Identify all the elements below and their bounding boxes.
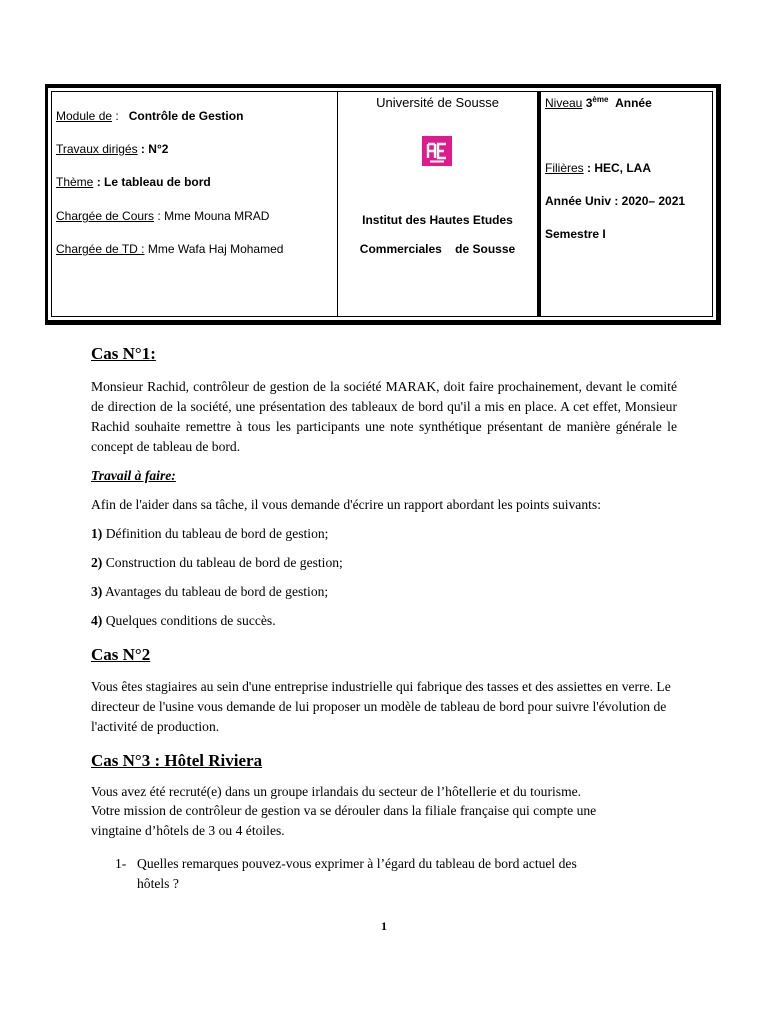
case-3-line-2: Votre mission de contrôleur de gestion va se dérouler dans la filiale française qui compte une: [91, 803, 597, 818]
case-1-title-suffix: :: [150, 344, 156, 363]
list-item: [91, 613, 276, 629]
list-item: [91, 584, 328, 600]
module-line: [56, 109, 243, 123]
td-line: [56, 142, 168, 156]
td-teacher-value: Mme Wafa Haj Mohamed: [147, 242, 284, 256]
theme-sep: :: [93, 175, 101, 189]
course-teacher-sep: :: [154, 209, 161, 223]
list-item-text: Avantages du tableau de bord de gestion;: [102, 584, 329, 599]
level-line: [545, 95, 652, 110]
institute-name-line2: Commerciales de Sousse: [359, 242, 516, 256]
case-2-paragraph: Vous êtes stagiaires au sein d'une entreprise industrielle qui fabrique des tasses et des assiettes en verre. Le directeur de l'usine vous demande de lui proposer un modèle de tableau de bord pour suivre l'évolution de l'activité de production.: [91, 679, 671, 734]
course-info-column: [52, 92, 338, 316]
task-intro: Afin de l'aider dans sa tâche, il vous demande d'écrire un rapport abordant les points suivants:: [91, 497, 601, 512]
case-3-title-text: Cas N°3 : Hôtel Riviera: [91, 751, 263, 770]
td-value: N°2: [148, 142, 169, 156]
theme-value: Le tableau de bord: [104, 175, 211, 189]
question-text: [137, 854, 677, 894]
course-teacher-label: Chargée de Cours: [56, 209, 155, 223]
university-name: Université de Sousse: [376, 95, 499, 110]
list-item-text: Définition du tableau de bord de gestion;: [102, 526, 329, 541]
institution-column: [338, 92, 540, 316]
header-table: [45, 84, 721, 325]
level-value: Année: [615, 96, 652, 110]
filieres-value: : HEC, LAA: [587, 161, 652, 175]
list-item-text: Quelques conditions de succès.: [102, 613, 276, 628]
header-grid: [51, 91, 713, 317]
case-1-title: [91, 344, 156, 364]
list-item-text: Construction du tableau de bord de gestion;: [102, 555, 343, 570]
level-number: 3: [585, 96, 593, 110]
case-3-title: [91, 751, 262, 771]
question-line-1: Quelles remarques pouvez-vous exprimer à l’égard du tableau de bord actuel des: [137, 856, 577, 871]
page-number: 1: [381, 919, 387, 933]
level-info-column: [540, 92, 712, 316]
case-1-paragraph: Monsieur Rachid, contrôleur de gestion de la société MARAK, doit faire prochainement, devant le comité de direction de la société, une présentation des tableaux de bord qu'il a mis en place. A cet effet, Monsieur Rachid souhaite remettre à tous les participants une note synthétique présentant de manière générale le concept de tableau de bord.: [91, 379, 677, 454]
case-1-title-text: Cas N°1: [91, 344, 151, 363]
list-item: [91, 526, 328, 542]
list-item-number: 3): [91, 584, 103, 599]
module-label: Module de: [56, 109, 113, 123]
case-3-line-3: vingtaine d’hôtels de 3 ou 4 étoiles.: [91, 823, 285, 838]
ihec-logo: [422, 136, 452, 166]
list-item: [91, 555, 343, 571]
academic-year: Année Univ : 2020– 2021: [545, 194, 686, 208]
course-teacher-value: Mme Mouna MRAD: [164, 209, 270, 223]
td-teacher-label: Chargée de TD :: [56, 242, 145, 256]
theme-line: [56, 175, 211, 189]
list-item-number: 2): [91, 555, 103, 570]
module-value: Contrôle de Gestion: [128, 109, 244, 123]
course-teacher-line: [56, 209, 269, 223]
module-sep: :: [112, 109, 119, 123]
theme-label: Thème: [56, 175, 94, 189]
list-item-number: 4): [91, 613, 103, 628]
question-number: 1-: [115, 856, 127, 871]
level-superscript: ème: [592, 95, 609, 104]
filieres-line: [545, 161, 651, 175]
case-2-title: [91, 645, 150, 665]
task-title: Travail à faire:: [91, 468, 176, 483]
question-line-2: hôtels ?: [137, 876, 179, 891]
td-label: Travaux dirigés: [56, 142, 138, 156]
filieres-label: Filières: [545, 161, 584, 175]
institute-name-line1: Institut des Hautes Etudes: [362, 213, 513, 227]
case-2-title-text: Cas N°2: [91, 645, 151, 664]
semester: Semestre I: [545, 227, 606, 241]
level-label: Niveau: [545, 96, 583, 110]
td-teacher-line: [56, 242, 283, 256]
case-3-line-1: Vous avez été recruté(e) dans un groupe irlandais du secteur de l’hôtellerie et du tourisme.: [91, 784, 582, 799]
td-sep: :: [137, 142, 145, 156]
list-item-number: 1): [91, 526, 103, 541]
